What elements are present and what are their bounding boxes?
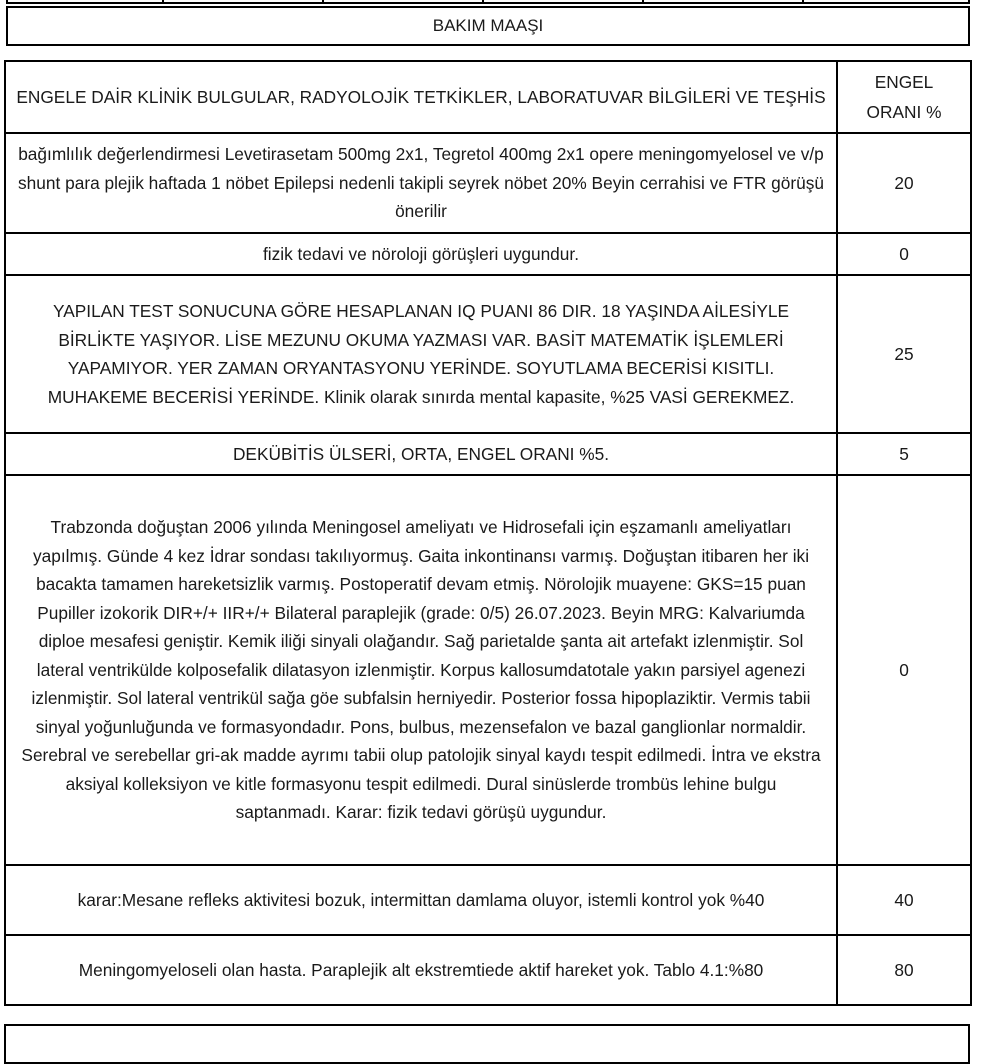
row-rate: 5 [837,433,971,475]
table-row [5,233,971,275]
row-rate: 0 [837,233,971,275]
row-rate: 25 [837,275,971,433]
next-table-edge [4,1024,970,1064]
previous-table-edge [6,0,970,4]
column-header-rate: ENGEL ORANI % [837,61,971,133]
table-row [5,275,971,433]
disability-findings-table [4,60,972,1006]
row-description: Meningomyeloseli olan hasta. Paraplejik alt ekstremtiede aktif hareket yok. Tablo 4.1:%80 [5,935,837,1005]
section-title: BAKIM MAAŞI [432,16,544,35]
section-title-box [6,6,970,46]
table-header-row [5,61,971,133]
table-row [5,865,971,935]
table-row [5,475,971,865]
row-description: bağımlılık değerlendirmesi Levetirasetam 500mg 2x1, Tegretol 400mg 2x1 opere meningomyelosel ve v/p shunt para plejik haftada 1 nöbet Epilepsi nedenli takipli seyrek nöbet 20% Beyin cerrahisi ve FTR görüşü önerilir [5,133,837,233]
row-rate: 80 [837,935,971,1005]
row-description: YAPILAN TEST SONUCUNA GÖRE HESAPLANAN IQ PUANI 86 DIR. 18 YAŞINDA AİLESİYLE BİRLİKTE YAŞIYOR. LİSE MEZUNU OKUMA YAZMASI VAR. BASİT MATEMATİK İŞLEMLERİ YAPAMIYOR. YER ZAMAN ORYANTASYONU YERİNDE. SOYUTLAMA BECERİSİ KISITLI. MUHAKEME BECERİSİ YERİNDE. Klinik olarak sınırda mental kapasite, %25 VASİ GEREKMEZ. [5,275,837,433]
row-description: Trabzonda doğuştan 2006 yılında Meningosel ameliyatı ve Hidrosefali için eşzamanlı ameliyatları yapılmış. Günde 4 kez İdrar sondası takılıyormuş. Gaita inkontinansı varmış. Doğuştan itibaren her iki bacakta tamamen hareketsizlik varmış. Postoperatif devam etmiş. Nörolojik muayene: GKS=15 puan Pupiller izokorik DIR+/+ IIR+/+ Bilateral paraplejik (grade: 0/5) 26.07.2023. Beyin MRG: Kalvariumda diploe mesafesi geniştir. Kemik iliği sinyali olağandır. Sağ parietalde şanta ait artefakt izlenmiştir. Sol lateral ventrikülde kolposefalik dilatasyon izlenmiştir. Korpus kallosumdatotale yakın parsiyel agenezi izlenmiştir. Sol lateral ventrikül sağa göe subfalsin herniyedir. Posterior fossa hipoplaziktir. Vermis tabii sinyal yoğunluğunda ve formasyondadır. Pons, bulbus, mezensefalon ve bazal ganglionlar normaldir. Serebral ve serebellar gri-ak madde ayrımı tabii olup patolojik sinyal kaydı tespit edilmedi. İntra ve ekstra aksiyal kolleksiyon ve kitle formasyonu tespit edilmedi. Dural sinüslerde trombüs lehine bulgu saptanmadı. Karar: fizik tedavi görüşü uygundur. [5,475,837,865]
row-description: fizik tedavi ve nöroloji görüşleri uygundur. [5,233,837,275]
row-rate: 40 [837,865,971,935]
row-description: DEKÜBİTİS ÜLSERİ, ORTA, ENGEL ORANI %5. [5,433,837,475]
table-row [5,935,971,1005]
table-row [5,433,971,475]
row-description: karar:Mesane refleks aktivitesi bozuk, intermittan damlama oluyor, istemli kontrol yok %40 [5,865,837,935]
column-header-description: ENGELE DAİR KLİNİK BULGULAR, RADYOLOJİK TETKİKLER, LABORATUVAR BİLGİLERİ VE TEŞHİS [5,61,837,133]
table-row [5,133,971,233]
row-rate: 20 [837,133,971,233]
row-rate: 0 [837,475,971,865]
